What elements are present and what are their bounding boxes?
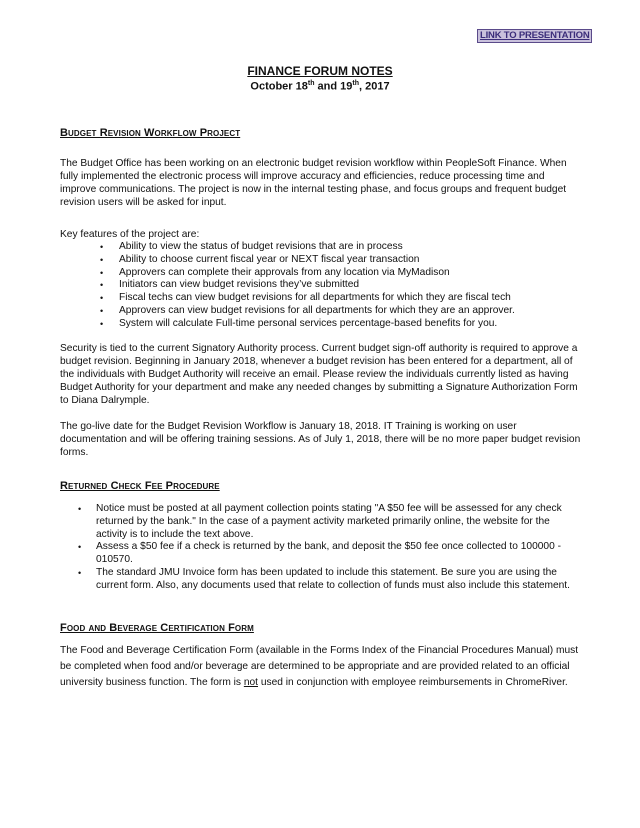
bullet-icon: •: [100, 242, 104, 252]
list-item: • The standard JMU Invoice form has been updated to include this statement. Be sure you are using the current form. Also, any documents used that relate to collection of funds must also include this statement.: [78, 566, 570, 591]
features-list: [100, 241, 580, 331]
list-item: • Initiators can view budget revisions they’ve submitted: [100, 279, 360, 291]
bullet-icon: •: [78, 567, 82, 578]
food-beverage-paragraph: The Food and Beverage Certification Form (available in the Forms Index of the Financial Procedures Manual) must be completed when food and/or beverage are determined to be appropriate and are provided related to an official university business function. The form is not used in conjunction with employee reimbursements in ChromeRiver.: [60, 645, 579, 689]
bullet-icon: •: [100, 267, 104, 278]
list-item: • Approvers can view budget revisions for all departments for which they are an approver.: [100, 304, 515, 316]
page-subtitle: October 18th and 19th, 2017: [250, 80, 390, 93]
list-item: • Approvers can complete their approvals from any location via MyMadison: [100, 266, 450, 278]
budget-intro-paragraph: The Budget Office has been working on an electronic budget revision workflow within PeopleSoft Finance. When fully implemented the electronic process will improve accuracy and efficiencies, reduce processing time and improve communications. The project is now in the internal testing phase, and focus groups and frequent budget revision users will be asked for input.: [60, 158, 567, 209]
returned-check-list: [78, 503, 583, 593]
list-item: • Notice must be posted at all payment collection points stating "A $50 fee will be assessed for any check returned by the bank." In the case of a payment activity marketed primarily online, the website for the activity is to include the text above.: [78, 503, 562, 540]
bullet-icon: •: [78, 504, 82, 514]
bullet-icon: •: [100, 293, 104, 304]
page-title: FINANCE FORUM NOTES: [247, 64, 393, 78]
bullet-icon: •: [100, 280, 104, 291]
presentation-link-box[interactable]: [477, 29, 592, 43]
security-paragraph: Security is tied to the current Signatory Authority process. Current budget sign-off authority is required to approve a budget revision. Beginning in January 2018, whenever a budget revision has been entered for a department, all of the individuals with Budget Authority will receive an email. Please review the individuals currently listed as having Budget Authority for your department and make any needed changes by submitting a Signature Authorization Form to Diana Dalrymple.: [60, 343, 578, 407]
bullet-icon: •: [100, 305, 104, 316]
list-item: • System will calculate Full-time personal services percentage-based benefits for you.: [100, 317, 498, 329]
bullet-icon: •: [100, 318, 104, 329]
list-item: • Ability to view the status of budget revisions that are in process: [100, 241, 403, 252]
section-heading-food-beverage: Food and Beverage Certification Form: [60, 622, 254, 634]
section-heading-budget-revision: Budget Revision Workflow Project: [60, 127, 241, 139]
list-item: • Assess a $50 fee if a check is returned by the bank, and deposit the $50 fee once collected to 100000 - 010570.: [78, 541, 561, 566]
list-item: • Ability to choose current fiscal year or NEXT fiscal year transaction: [100, 253, 420, 265]
features-intro: Key features of the project are:: [60, 229, 200, 240]
golive-paragraph: The go-live date for the Budget Revision Workflow is January 18, 2018. IT Training is working on user documentation and will be offering training sessions. As of July 1, 2018, there will be no more paper budget revision forms.: [60, 421, 581, 459]
list-item: • Fiscal techs can view budget revisions for all departments for which they are fiscal tech: [100, 292, 511, 304]
bullet-icon: •: [78, 542, 82, 553]
section-heading-returned-check: Returned Check Fee Procedure: [60, 480, 220, 492]
bullet-icon: •: [100, 254, 104, 265]
link-to-presentation[interactable]: LINK TO PRESENTATION: [480, 30, 590, 41]
